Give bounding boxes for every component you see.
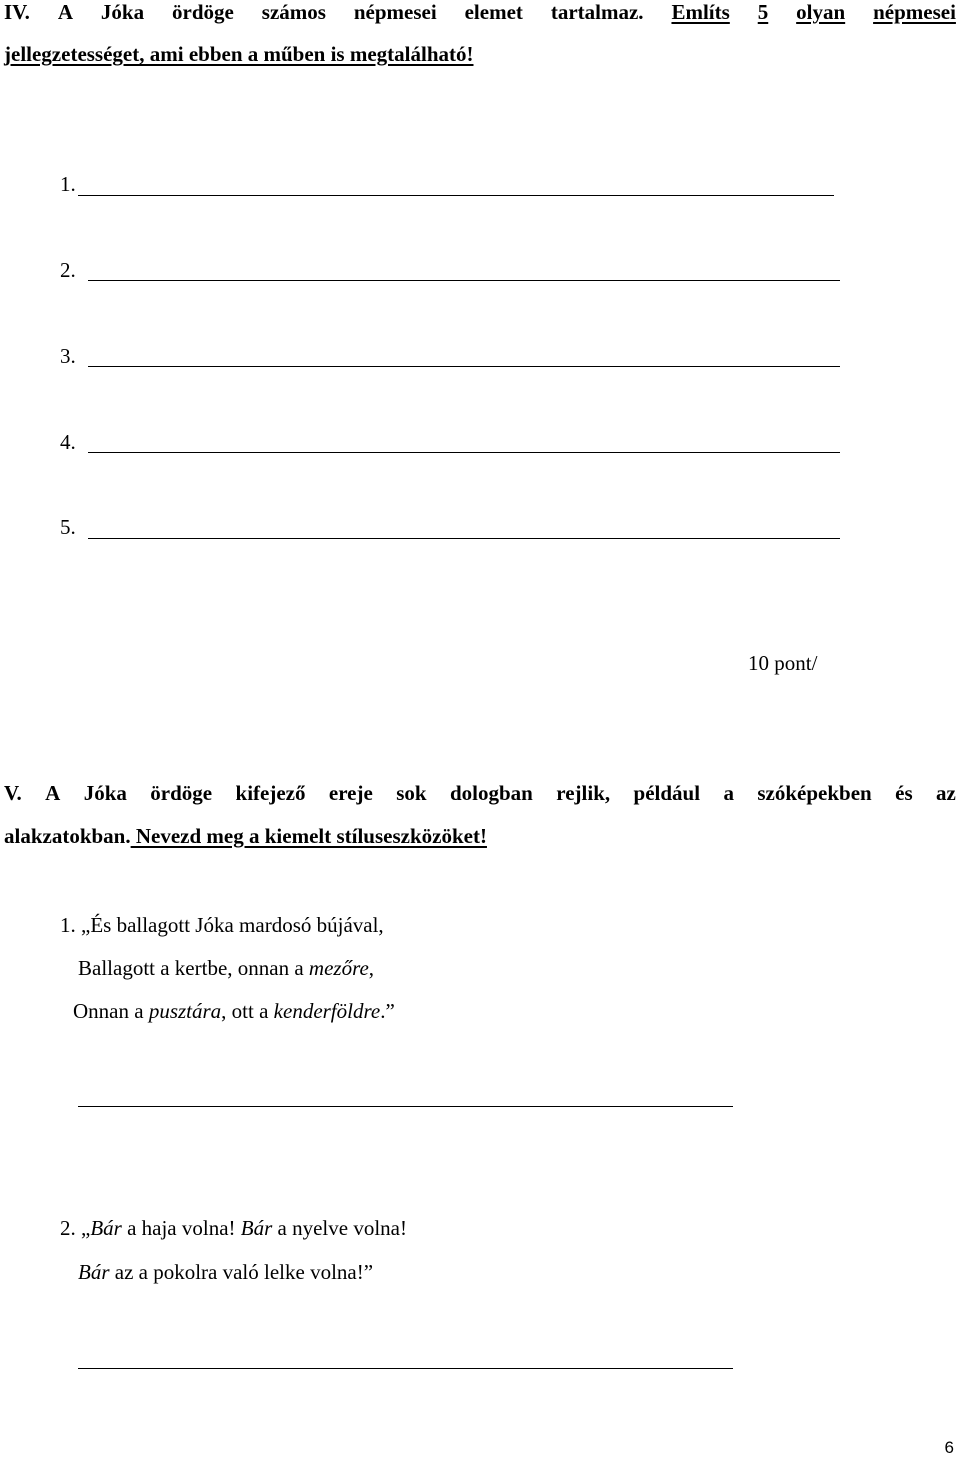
- points-label: 10 pont/: [748, 651, 818, 675]
- quote-2-line-1: [60, 1216, 407, 1241]
- quote-text: „És ballagott Jóka mardosó bújával,: [81, 913, 384, 937]
- word: szóképekben: [757, 781, 872, 805]
- word: elemet: [464, 0, 523, 24]
- quote-highlight: mezőre: [308, 956, 369, 980]
- word: ereje: [328, 781, 373, 805]
- quote-text: az a pokolra való lelke volna!”: [109, 1260, 374, 1284]
- quote-text: a haja volna!: [121, 1216, 241, 1240]
- word: népmesei: [353, 0, 437, 24]
- quote-highlight: Bár: [240, 1216, 273, 1240]
- quote-number: 1.: [60, 913, 76, 937]
- answer-number-5: 5.: [60, 515, 76, 539]
- word: A: [45, 781, 61, 805]
- quote-highlight: Bár: [78, 1260, 110, 1284]
- answer-number-2: 2.: [60, 258, 76, 282]
- quote-text: „: [81, 1216, 91, 1240]
- quote-2-line-2: [78, 1260, 373, 1285]
- word: a: [723, 781, 734, 805]
- section-4-heading-line-1: [4, 0, 956, 25]
- quote-text: .”: [380, 999, 395, 1023]
- word: A: [57, 0, 73, 24]
- word: Jóka: [100, 0, 145, 24]
- quote-2-answer-blank[interactable]: [78, 1368, 733, 1369]
- quote-text: , ott a: [221, 999, 274, 1023]
- answer-blank-5[interactable]: [88, 538, 840, 539]
- quote-text: Ballagott a kertbe, onnan a: [78, 956, 309, 980]
- section-5-heading-line-2: [4, 824, 487, 849]
- answer-blank-2[interactable]: [88, 280, 840, 281]
- answer-blank-4[interactable]: [88, 452, 840, 453]
- answer-blank-1[interactable]: [78, 195, 834, 196]
- word: kifejező: [235, 781, 306, 805]
- word: Jóka: [83, 781, 127, 805]
- word: V.: [4, 781, 22, 805]
- word: rejlik,: [556, 781, 611, 805]
- word: például: [633, 781, 701, 805]
- word: ördöge: [172, 0, 234, 24]
- word: és: [895, 781, 913, 805]
- quote-1-line-2: [78, 956, 374, 981]
- word: Említs: [671, 0, 730, 24]
- word: 5: [757, 0, 769, 24]
- answer-blank-3[interactable]: [88, 366, 840, 367]
- quote-number: 2.: [60, 1216, 76, 1240]
- word: tartalmaz.: [550, 0, 644, 24]
- quote-highlight: pusztára: [148, 999, 222, 1023]
- quote-text: ,: [368, 956, 375, 980]
- section-4-heading-line-2: jellegzetességet, ami ebben a műben is megtalálható!: [4, 42, 474, 66]
- heading-instruction: Nevezd meg a kiemelt stíluseszközöket!: [130, 824, 487, 848]
- word: ördöge: [150, 781, 213, 805]
- word: olyan: [796, 0, 846, 24]
- quote-1-line-1: [60, 913, 384, 938]
- word: számos: [261, 0, 326, 24]
- section-5-heading-line-1: [4, 781, 956, 806]
- answer-number-4: 4.: [60, 430, 76, 454]
- answer-number-1: 1.: [60, 172, 76, 196]
- heading-text: alakzatokban.: [4, 824, 131, 848]
- answer-number-3: 3.: [60, 344, 76, 368]
- page-number: 6: [944, 1438, 954, 1457]
- quote-1-line-3: [73, 999, 395, 1024]
- quote-text: a nyelve volna!: [272, 1216, 407, 1240]
- quote-text: Onnan a: [73, 999, 149, 1023]
- quote-highlight: kenderföldre: [273, 999, 381, 1023]
- quote-1-answer-blank[interactable]: [78, 1106, 733, 1107]
- word: az: [936, 781, 956, 805]
- word: népmesei: [873, 0, 956, 24]
- word: dologban: [449, 781, 533, 805]
- word: sok: [396, 781, 427, 805]
- word: IV.: [4, 0, 30, 24]
- quote-highlight: Bár: [90, 1216, 122, 1240]
